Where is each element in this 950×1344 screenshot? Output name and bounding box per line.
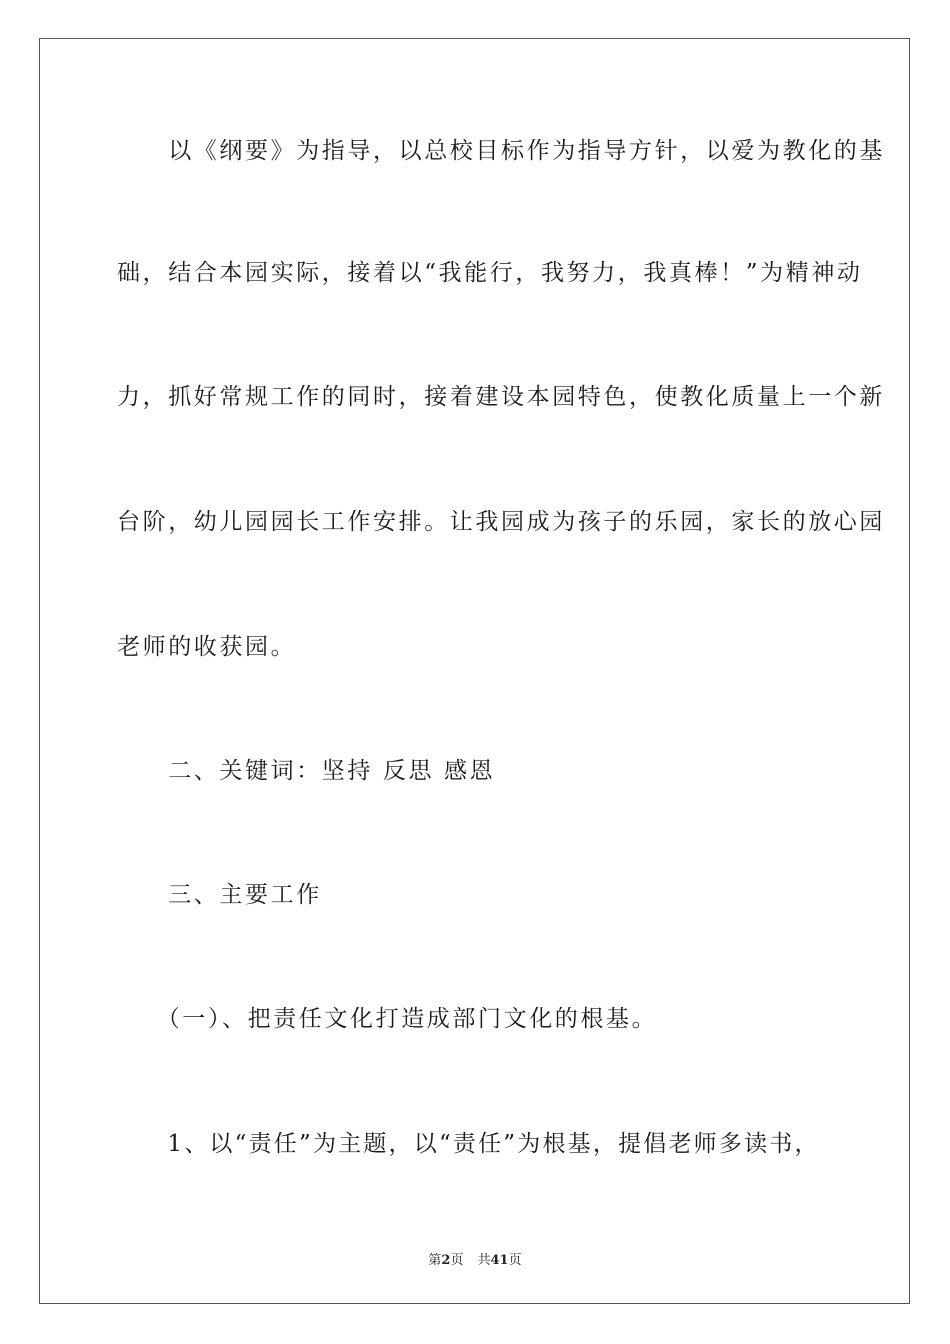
section-heading-main-work: 三、主要工作 [117,882,322,908]
paragraph-line-2: 础，结合本园实际，接着以“我能行，我努力，我真棒！”为精神动 [117,260,863,286]
footer-page-unit: 页 [450,1253,464,1268]
subsection-heading-1: （一）、把责任文化打造成部门文化的根基。 [117,1006,658,1032]
paragraph-line-4: 台阶，幼儿园园长工作安排。让我园成为孩子的乐园，家长的放心园 [117,509,885,535]
list-item-1: 1、以“责任”为主题，以“责任”为根基，提倡老师多读书， [117,1131,820,1157]
paragraph-line-3: 力，抓好常规工作的同时，接着建设本园特色，使教化质量上一个新 [117,384,885,410]
footer-total-unit: 页 [508,1253,522,1268]
footer-page-prefix: 第 [428,1253,442,1268]
footer-total-pages: 41 [490,1253,509,1268]
section-heading-keywords: 二、关键词：坚持 反思 感恩 [117,758,496,784]
footer-total-prefix: 共 [477,1253,491,1268]
page-border [39,38,910,1304]
page-footer [0,1249,950,1268]
footer-current-page: 2 [441,1253,451,1268]
paragraph-line-5: 老师的收获园。 [117,634,297,660]
paragraph-line-1: 以《纲要》为指导，以总校目标作为指导方针，以爱为教化的基 [117,138,885,164]
